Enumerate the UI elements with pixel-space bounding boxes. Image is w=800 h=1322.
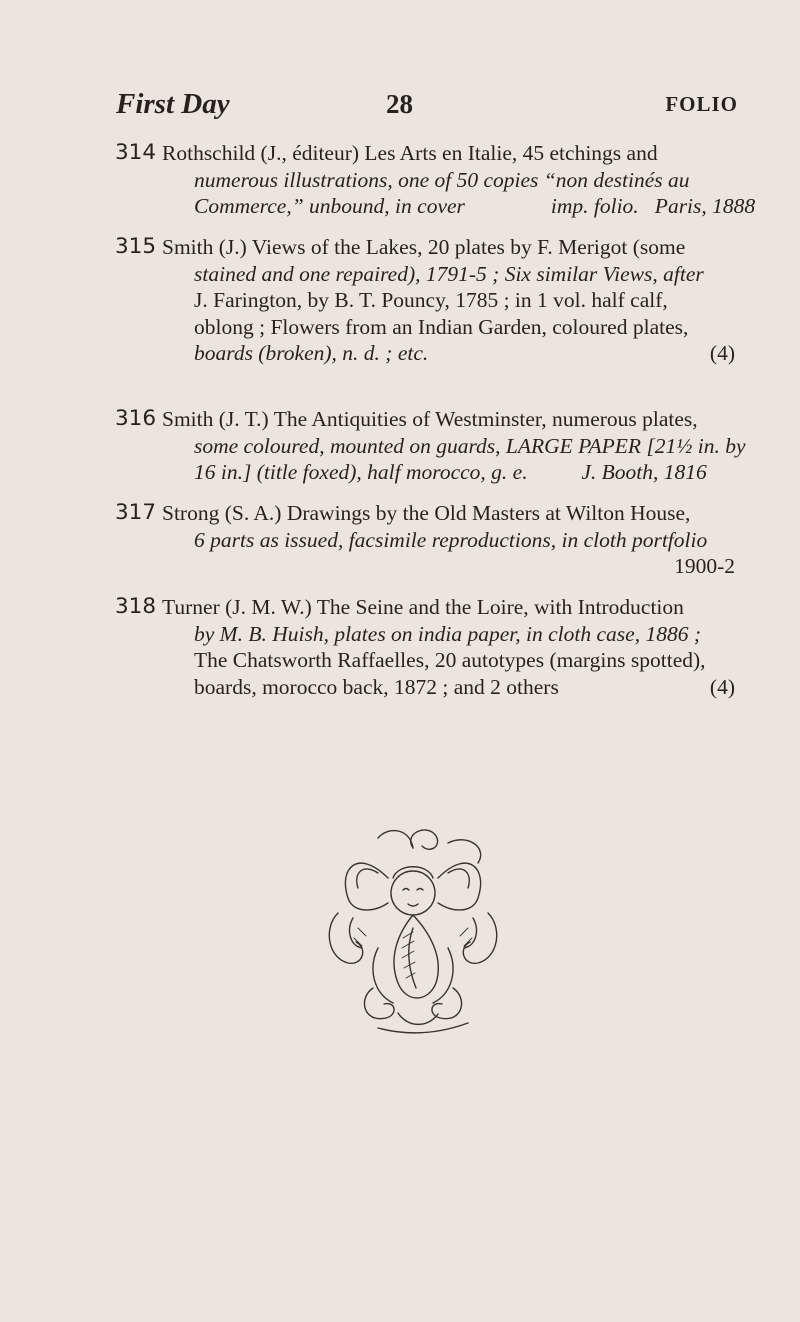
lot-description xyxy=(162,406,746,486)
lot-quantity: (4) xyxy=(709,341,735,365)
lot-line-text: boards (broken), n. d. ; etc. xyxy=(194,341,429,365)
lot-line: Smith (J. T.) The Antiquities of Westminster, numerous plates, xyxy=(162,407,698,431)
lot-number: 318 xyxy=(115,594,157,619)
lot-line: oblong ; Flowers from an Indian Garden, coloured plates, xyxy=(194,314,689,339)
running-title: First Day xyxy=(116,88,230,120)
lot-number: 314 xyxy=(115,140,157,165)
lot-line-text: boards, morocco back, 1872 ; and 2 others xyxy=(194,674,559,699)
lot-description xyxy=(162,140,756,220)
lot-line: Strong (S. A.) Drawings by the Old Masters at Wilton House, xyxy=(162,501,691,525)
lot-line: Smith (J.) Views of the Lakes, 20 plates by F. Merigot (some xyxy=(162,235,686,259)
lot-description xyxy=(162,594,735,700)
lot-line: Commerce,” unbound, in cover imp. folio. Paris, 1888 xyxy=(194,194,756,218)
lot-number: 315 xyxy=(115,234,157,259)
lot-line: J. Farington, by B. T. Pouncy, 1785 ; in 1 vol. half calf, xyxy=(194,288,668,312)
lot-number: 316 xyxy=(115,406,157,431)
page-number: 28 xyxy=(386,89,413,119)
page-header xyxy=(116,84,738,124)
cherub-vignette-ornament xyxy=(318,818,508,1036)
lot-description xyxy=(162,500,735,580)
lot-date: 1900-2 xyxy=(674,554,735,578)
lot-line: 16 in.] (title foxed), half morocco, g. e. J. Booth, 1816 xyxy=(194,460,707,484)
lot-entry xyxy=(115,500,735,580)
lot-description xyxy=(162,234,735,367)
lot-number: 317 xyxy=(115,500,157,525)
lot-entry xyxy=(115,234,735,367)
lot-line: numerous illustrations, one of 50 copies “non destinés au xyxy=(194,167,690,192)
lot-line xyxy=(162,674,735,701)
lot-line: The Chatsworth Raffaelles, 20 autotypes (margins spotted), xyxy=(194,648,706,672)
lot-line: some coloured, mounted on guards, LARGE PAPER [21½ in. by xyxy=(194,433,746,458)
lot-line: 6 parts as issued, facsimile reproductions, in cloth portfolio xyxy=(194,527,708,552)
lot-entry xyxy=(115,406,746,486)
lot-line: Turner (J. M. W.) The Seine and the Loire, with Introduction xyxy=(162,595,684,619)
lot-line: Rothschild (J., éditeur) Les Arts en Italie, 45 etchings and xyxy=(162,141,658,165)
lot-quantity: (4) xyxy=(709,674,735,699)
section-label: FOLIO xyxy=(665,92,738,116)
lot-entry xyxy=(115,140,756,220)
lot-line: stained and one repaired), 1791-5 ; Six similar Views, after xyxy=(194,261,704,286)
lot-entry xyxy=(115,594,735,700)
lot-line: by M. B. Huish, plates on india paper, in cloth case, 1886 ; xyxy=(194,621,701,646)
lot-line xyxy=(162,340,735,367)
